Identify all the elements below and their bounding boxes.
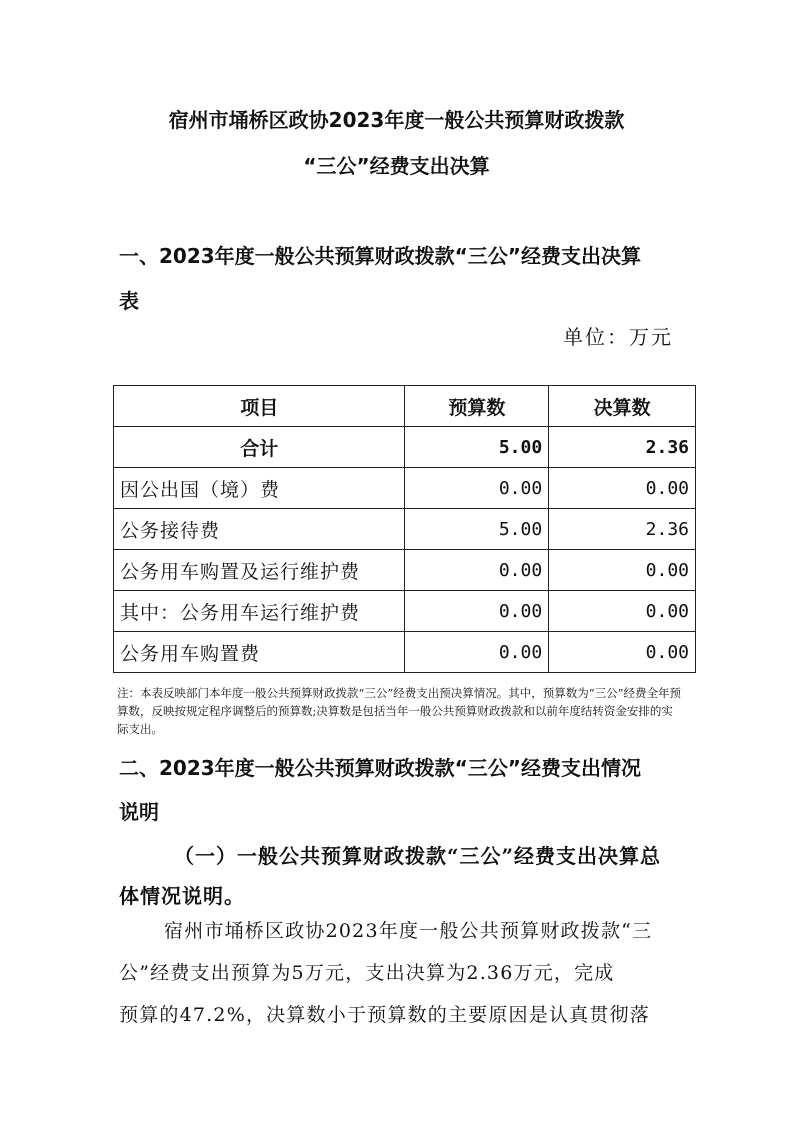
row-budget: 0.00 [405,632,549,673]
table-row [114,632,696,673]
row-budget: 0.00 [405,591,549,632]
section1-heading-line1: 一、2023年度一般公共预算财政拨款“三公”经费支出决算 [119,244,641,268]
row-budget: 0.00 [405,468,549,509]
unit-label: 单位：万元 [563,325,673,349]
table-note: 注：本表反映部门本年度一般公共预算财政拨款“三公”经费支出预决算情况。其中，预算数为“三公”经费全年预算数，反映按规定程序调整后的预算数;决算数是包括当年一般公共预算财政拨款和以前年度结转资金安排的实际支出。 [117,686,682,736]
row-label: 公务用车购置及运行维护费 [114,550,405,591]
row-budget: 5.00 [405,427,549,468]
header-final: 决算数 [549,386,696,427]
row-label: 公务用车购置费 [114,632,405,673]
table-row [114,468,696,509]
table-header-row [114,386,696,427]
section2-heading-line1: 二、2023年度一般公共预算财政拨款“三公”经费支出情况 [119,756,641,780]
header-budget: 预算数 [405,386,549,427]
row-final: 2.36 [549,427,696,468]
row-budget: 0.00 [405,550,549,591]
subsection1-heading-line2: 体情况说明。 [119,884,245,908]
section2-heading-line2: 说明 [119,800,159,824]
table-row [114,591,696,632]
subsection1-heading-line1: （一）一般公共预算财政拨款“三公”经费支出决算总 [174,844,662,868]
paragraph-line1: 宿州市埇桥区政协2023年度一般公共预算财政拨款“三 [164,920,653,942]
document-title-line1: 宿州市埇桥区政协2023年度一般公共预算财政拨款 [168,108,625,132]
table-row [114,550,696,591]
row-final: 0.00 [549,468,696,509]
header-item: 项目 [114,386,405,427]
row-final: 2.36 [549,509,696,550]
row-label: 因公出国（境）费 [114,468,405,509]
table-row-total [114,427,696,468]
table-row [114,509,696,550]
row-label: 合计 [114,427,405,468]
section1-heading-line2: 表 [119,289,139,313]
document-title-line2: “三公”经费支出决算 [303,154,490,178]
paragraph-line3: 预算的47.2%，决算数小于预算数的主要原因是认真贯彻落 [119,1004,650,1026]
row-budget: 5.00 [405,509,549,550]
paragraph-line2: 公”经费支出预算为5万元，支出决算为2.36万元，完成 [119,962,615,984]
row-label: 公务接待费 [114,509,405,550]
row-final: 0.00 [549,591,696,632]
row-final: 0.00 [549,550,696,591]
three-public-expenses-table [113,385,696,673]
row-label: 其中：公务用车运行维护费 [114,591,405,632]
row-final: 0.00 [549,632,696,673]
